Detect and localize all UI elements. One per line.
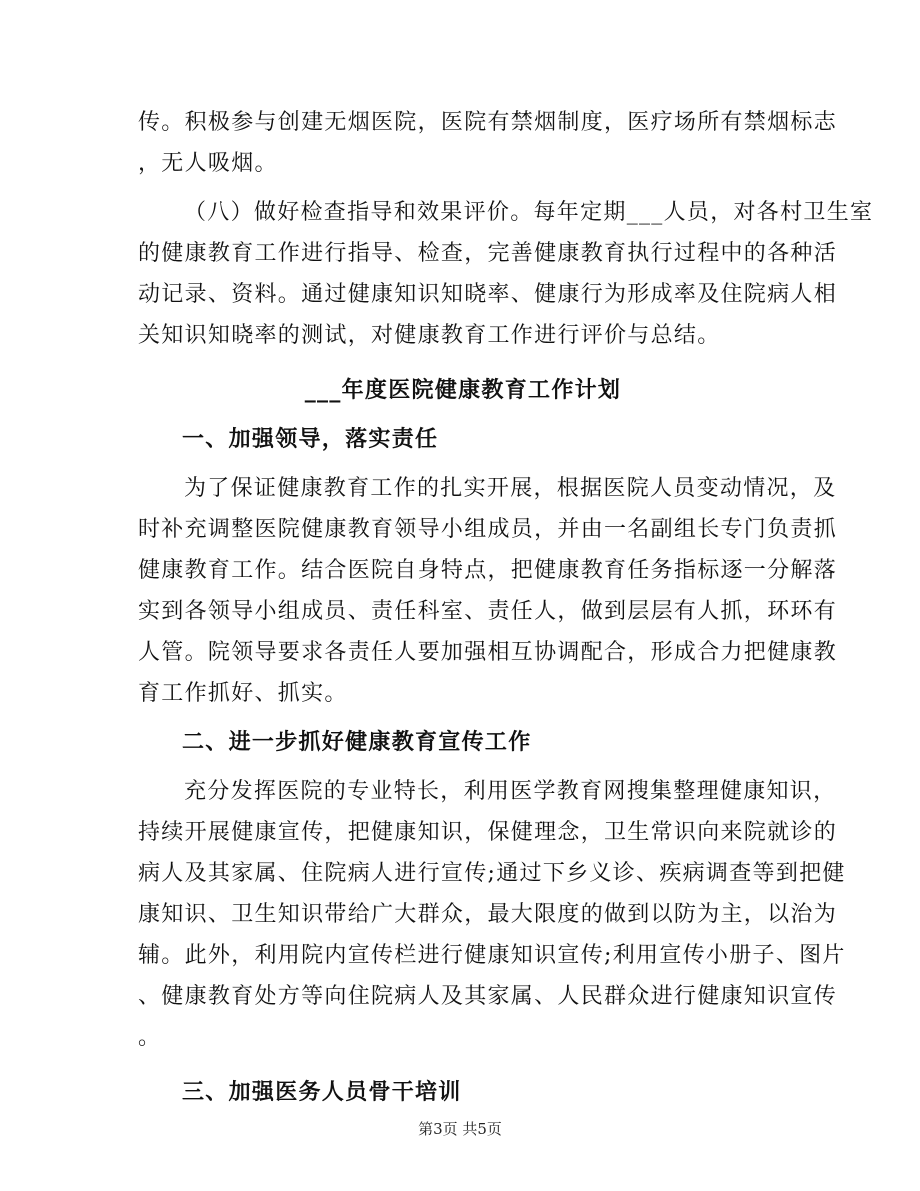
text-line: 动记录、资料。通过健康知识知晓率、健康行为形成率及住院病人相: [138, 282, 838, 307]
text-line: 育工作抓好、抓实。: [138, 681, 348, 706]
text-line: 人管。院领导要求各责任人要加强相互协调配合，形成合力把健康教: [138, 640, 838, 665]
text-line: 、健康教育处方等向住院病人及其家属、人民群众进行健康知识宣传: [138, 984, 838, 1009]
document-title: ___年度医院健康教育工作计划: [304, 377, 622, 403]
text-line: 传。积极参与创建无烟医院，医院有禁烟制度，医疗场所有禁烟标志: [138, 110, 838, 135]
text-line: 康知识、卫生知识带给广大群众，最大限度的做到以防为主，以治为: [138, 902, 838, 927]
document-body: [138, 102, 874, 1113]
text-line: ，无人吸烟。: [138, 151, 278, 176]
text-line: 持续开展健康宣传，把健康知识，保健理念，卫生常识向来院就诊的: [138, 820, 838, 845]
paragraph-start: 充分发挥医院的专业特长，利用医学教育网搜集整理健康知识，: [184, 779, 837, 804]
paragraph-start: （八）做好检查指导和效果评价。每年定期___人员，对各村卫生室: [184, 200, 874, 225]
section-heading-1: 一、加强领导，落实责任: [182, 426, 439, 452]
section-heading-2: 二、进一步抓好健康教育宣传工作: [182, 729, 532, 755]
text-line: 实到各领导小组成员、责任科室、责任人，做到层层有人抓，环环有: [138, 599, 838, 624]
paragraph-start: 为了保证健康教育工作的扎实开展，根据医院人员变动情况，及: [184, 476, 837, 501]
page-indicator: 第3页 共5页: [418, 1120, 502, 1138]
text-line: 时补充调整医院健康教育领导小组成员，并由一名副组长专门负责抓: [138, 517, 838, 542]
text-line: 关知识知晓率的测试，对健康教育工作进行评价与总结。: [138, 323, 721, 348]
text-line: 的健康教育工作进行指导、检查，完善健康教育执行过程中的各种活: [138, 241, 838, 266]
text-line: 健康教育工作。结合医院自身特点，把健康教育任务指标逐一分解落: [138, 558, 838, 583]
text-line: 。: [138, 1025, 162, 1050]
text-line: 病人及其家属、住院病人进行宣传;通过下乡义诊、疾病调查等到把健: [138, 861, 846, 886]
section-heading-3: 三、加强医务人员骨干培训: [182, 1079, 462, 1105]
text-line: 辅。此外，利用院内宣传栏进行健康知识宣传;利用宣传小册子、图片: [138, 943, 846, 968]
